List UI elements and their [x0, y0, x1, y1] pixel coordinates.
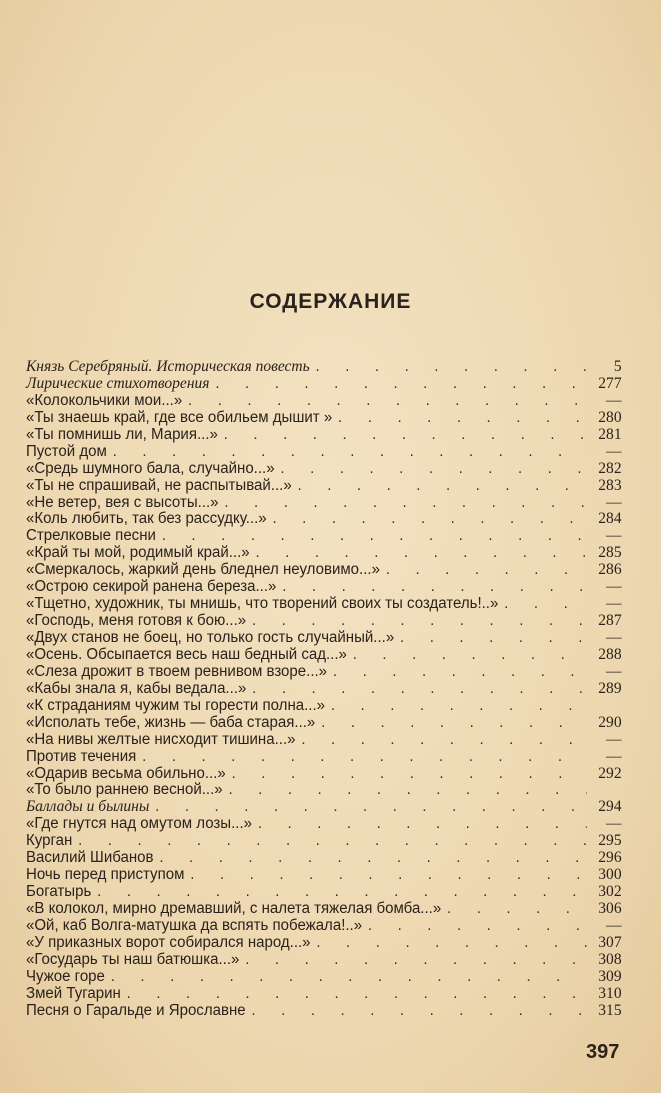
toc-entry-page: 310 — [598, 984, 622, 1002]
toc-entry-title: Князь Серебряный. Историческая повесть — [26, 358, 310, 375]
dot-leader — [386, 562, 587, 579]
toc-entry — [26, 799, 622, 816]
toc-entry-title: «Ты не спрашивай, не распытывай...» — [26, 476, 292, 494]
dot-leader — [255, 545, 586, 562]
dot-leader — [504, 596, 586, 613]
dot-leader — [298, 478, 587, 495]
toc-entry-page: 280 — [598, 408, 622, 426]
toc-entry-page: 5 — [613, 358, 622, 375]
dot-leader — [155, 799, 586, 816]
toc-entry-page: 296 — [598, 849, 622, 867]
dot-leader — [127, 986, 587, 1003]
toc-entry-page: — — [606, 595, 622, 613]
toc-entry — [26, 816, 622, 833]
toc-entry-title: Песня о Гаральде и Ярославне — [26, 1001, 246, 1019]
dot-leader — [301, 732, 586, 749]
dot-leader — [224, 427, 587, 444]
toc-entry — [26, 833, 622, 850]
toc-entry-page: 287 — [598, 612, 622, 630]
toc-entry — [26, 681, 622, 698]
dot-leader — [188, 393, 587, 410]
toc-entry-page: — — [606, 527, 622, 545]
toc-entry-title: Стрелковые песни — [26, 527, 156, 545]
toc-entry — [26, 918, 622, 935]
toc-entry-page: — — [606, 662, 622, 680]
dot-leader — [251, 1003, 586, 1020]
toc-entry-title: «Колокольчики мои...» — [26, 391, 183, 409]
toc-entry-title: «Государь ты наш батюшка...» — [26, 950, 240, 968]
toc-entry-title: «У приказных ворот собирался народ...» — [26, 933, 311, 951]
dot-leader — [338, 410, 587, 427]
dot-leader — [78, 833, 587, 850]
toc-entry-page: 284 — [598, 510, 622, 528]
toc-entry-page: — — [606, 442, 622, 460]
toc-entry-title: Баллады и былины — [26, 798, 150, 816]
toc-entry-page: 302 — [598, 883, 622, 901]
dot-leader — [252, 613, 587, 630]
dot-leader — [331, 698, 587, 715]
toc-entry-title: «Кабы знала я, кабы ведала...» — [26, 679, 247, 697]
toc-entry — [26, 410, 622, 427]
dot-leader — [111, 969, 587, 986]
dot-leader — [97, 884, 587, 901]
toc-entry — [26, 969, 622, 986]
toc-entry-title: «Коль любить, так без рассудку...» — [26, 510, 267, 528]
toc-entry-page: 294 — [598, 798, 622, 816]
toc-entry — [26, 613, 622, 630]
toc-entry-title: Чужое горе — [26, 967, 105, 985]
toc-entry-page: 286 — [598, 561, 622, 579]
dot-leader — [215, 376, 586, 393]
toc-entry-title: «Осень. Обсыпается весь наш бедный сад...» — [26, 645, 347, 663]
dot-leader — [159, 850, 586, 867]
toc-entry-page: — — [606, 629, 622, 646]
toc-entry-title: «Где гнутся над омутом лозы...» — [26, 815, 252, 833]
toc-entry-title: Богатырь — [26, 883, 92, 901]
toc-entry-page: 307 — [598, 933, 622, 951]
dot-leader — [316, 359, 587, 376]
toc-entry-title: «К страданиям чужим ты горести полна...» — [26, 696, 326, 714]
toc-entry-title: Курган — [26, 832, 73, 850]
toc-entry-page: 309 — [598, 967, 622, 985]
toc-entry — [26, 596, 622, 613]
dot-leader — [400, 630, 587, 647]
toc-entry-page: 292 — [598, 764, 622, 782]
toc-entry — [26, 427, 622, 444]
toc-entry-title: «Двух станов не боец, но только гость случайный...» — [26, 629, 395, 646]
toc-entry-title: «Господь, меня готовя к бою...» — [26, 612, 247, 630]
toc-entry — [26, 782, 622, 799]
toc-entry-page: 300 — [598, 866, 622, 884]
toc-entry-page: — — [606, 391, 622, 409]
toc-entry — [26, 850, 622, 867]
page-title: СОДЕРЖАНИЕ — [249, 290, 412, 313]
toc-entry — [26, 579, 622, 596]
dot-leader — [113, 444, 587, 461]
toc-entry — [26, 935, 622, 952]
toc-entry — [26, 359, 622, 376]
toc-entry — [26, 461, 622, 478]
dot-leader — [162, 528, 587, 545]
toc-entry-title: Ночь перед приступом — [26, 866, 185, 884]
toc-entry-title: «Ты помнишь ли, Мария...» — [26, 425, 218, 443]
toc-entry — [26, 884, 622, 901]
toc-entry-page: — — [606, 578, 622, 596]
dot-leader — [280, 461, 586, 478]
dot-leader — [353, 647, 587, 664]
toc-entry-page: 306 — [598, 900, 622, 917]
toc-entry — [26, 766, 622, 783]
toc-entry-page: 315 — [598, 1001, 622, 1019]
toc-entry-title: Пустой дом — [26, 442, 107, 460]
toc-entry-page: — — [606, 747, 622, 765]
dot-leader — [142, 749, 587, 766]
toc-entry — [26, 545, 622, 562]
toc-entry — [26, 562, 622, 579]
toc-entry-title: «Одарив весьма обильно...» — [26, 764, 226, 782]
toc-entry-title: «Не ветер, вея с высоты...» — [26, 493, 219, 511]
toc-entry-title: Василий Шибанов — [26, 849, 154, 867]
dot-leader — [321, 715, 587, 732]
toc-entry — [26, 1003, 622, 1020]
toc-entry — [26, 528, 622, 545]
toc-entry — [26, 952, 622, 969]
toc-entry — [26, 393, 622, 410]
dot-leader — [368, 918, 587, 935]
toc-entry — [26, 511, 622, 528]
dot-leader — [447, 901, 587, 918]
toc-entry — [26, 630, 622, 647]
toc-entry-page: 277 — [598, 374, 622, 392]
toc-entry — [26, 664, 622, 681]
dot-leader — [224, 495, 586, 512]
toc-entry-page: — — [606, 730, 622, 748]
page-number: 397 — [586, 1041, 620, 1063]
toc-entry-page: 289 — [598, 679, 622, 697]
toc-entry-title: «Острою секирой ранена береза...» — [26, 578, 277, 596]
toc-entry-title: «Ты знаешь край, где все обильем дышит » — [26, 408, 333, 426]
toc-entry — [26, 444, 622, 461]
toc-entry-page: 288 — [598, 645, 622, 663]
toc-entry-title: «В колокол, мирно дремавший, с налета тяжелая бомба...» — [26, 900, 442, 917]
toc-entry — [26, 986, 622, 1003]
dot-leader — [232, 766, 587, 783]
table-of-contents — [26, 359, 622, 1020]
dot-leader — [282, 579, 586, 596]
toc-entry-title: «Тщетно, художник, ты мнишь, что творений своих ты создатель!..» — [26, 595, 499, 613]
dot-leader — [252, 681, 587, 698]
toc-entry — [26, 732, 622, 749]
toc-entry-page: 283 — [598, 476, 622, 494]
dot-leader — [272, 511, 586, 528]
dot-leader — [228, 782, 586, 799]
toc-entry-title: «Смеркалось, жаркий день бледнел неуловимо...» — [26, 561, 380, 579]
dot-leader — [316, 935, 586, 952]
toc-entry-title: Змей Тугарин — [26, 984, 121, 1002]
toc-entry-page: 285 — [598, 544, 622, 562]
toc-entry-title: «Слеза дрожит в твоем ревнивом взоре...» — [26, 662, 328, 680]
toc-entry-page: 281 — [598, 425, 622, 443]
toc-entry — [26, 647, 622, 664]
dot-leader — [245, 952, 586, 969]
toc-entry-page: — — [606, 916, 622, 934]
toc-entry-page: 282 — [598, 459, 622, 477]
toc-entry-title: «Край ты мой, родимый край...» — [26, 544, 250, 562]
dot-leader — [258, 816, 587, 833]
toc-entry-title: Лирические стихотворения — [26, 374, 210, 392]
toc-entry — [26, 376, 622, 393]
toc-entry-title: «Исполать тебе, жизнь — баба старая...» — [26, 713, 316, 731]
toc-entry — [26, 478, 622, 495]
dot-leader — [190, 867, 586, 884]
toc-entry-title: «Ой, каб Волга-матушка да вспять побежала!..» — [26, 916, 363, 934]
toc-entry-title: «Средь шумного бала, случайно...» — [26, 459, 275, 477]
dot-leader — [333, 664, 587, 681]
toc-entry-page: — — [606, 815, 622, 833]
toc-entry — [26, 901, 622, 918]
toc-entry-page: — — [606, 493, 622, 511]
toc-entry — [26, 867, 622, 884]
toc-entry — [26, 495, 622, 512]
toc-entry-title: «То было раннею весной...» — [26, 781, 223, 799]
toc-entry-title: Против течения — [26, 747, 137, 765]
toc-entry-page: 308 — [598, 950, 622, 968]
toc-entry — [26, 749, 622, 766]
toc-entry-page: 290 — [598, 713, 622, 731]
toc-entry — [26, 715, 622, 732]
toc-entry — [26, 698, 622, 715]
toc-entry-title: «На нивы желтые нисходит тишина...» — [26, 730, 296, 748]
toc-entry-page: 295 — [598, 832, 622, 850]
